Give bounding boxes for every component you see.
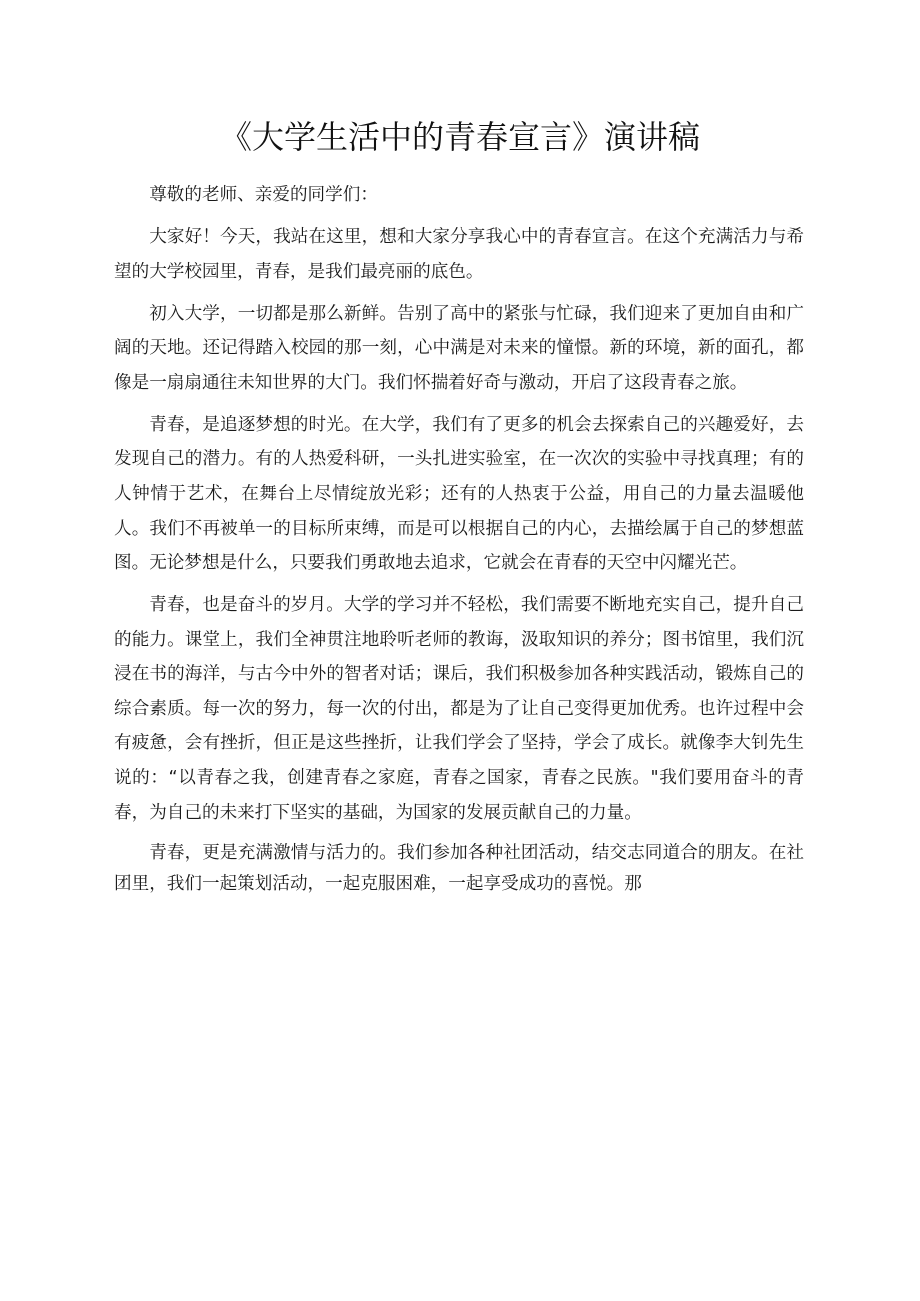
body-paragraph: 青春，更是充满激情与活力的。我们参加各种社团活动，结交志同道合的朋友。在社团里，我们一起策划活动，一起克服困难，一起享受成功的喜悦。那 <box>114 842 804 894</box>
body-paragraph: 初入大学，一切都是那么新鲜。告别了高中的紧张与忙碌，我们迎来了更加自由和广阔的天地。还记得踏入校园的那一刻，心中满是对未来的憧憬。新的环境，新的面孔，都像是一扇扇通往未知世界的大门。我们怀揣着好奇与激动，开启了这段青春之旅。 <box>114 303 804 393</box>
body-paragraph: 大家好！今天，我站在这里，想和大家分享我心中的青春宣言。在这个充满活力与希望的大学校园里，青春，是我们最亮丽的底色。 <box>114 226 804 282</box>
body-paragraph: 青春，是追逐梦想的时光。在大学，我们有了更多的机会去探索自己的兴趣爱好，去发现自己的潜力。有的人热爱科研，一头扎进实验室，在一次次的实验中寻找真理；有的人钟情于艺术，在舞台上尽情绽放光彩；还有的人热衷于公益，用自己的力量去温暖他人。我们不再被单一的目标所束缚，而是可以根据自己的内心，去描绘属于自己的梦想蓝图。无论梦想是什么，只要我们勇敢地去追求，它就会在青春的天空中闪耀光芒。 <box>114 414 804 574</box>
document-title: 《大学生活中的青春宣言》演讲稿 <box>219 118 700 156</box>
document-body <box>114 178 804 907</box>
greeting-paragraph: 尊敬的老师、亲爱的同学们： <box>149 185 378 205</box>
body-paragraph: 青春，也是奋斗的岁月。大学的学习并不轻松，我们需要不断地充实自己，提升自己的能力。课堂上，我们全神贯注地聆听老师的教诲，汲取知识的养分；图书馆里，我们沉浸在书的海洋，与古今中外的智者对话；课后，我们积极参加各种实践活动，锻炼自己的综合素质。每一次的努力，每一次的付出，都是为了让自己变得更加优秀。也许过程中会有疲惫，会有挫折，但正是这些挫折，让我们学会了坚持，学会了成长。就像李大钊先生说的：“以青春之我，创建青春之家庭，青春之国家，青春之民族。"我们要用奋斗的青春，为自己的未来打下坚实的基础，为国家的发展贡献自己的力量。 <box>114 595 804 823</box>
